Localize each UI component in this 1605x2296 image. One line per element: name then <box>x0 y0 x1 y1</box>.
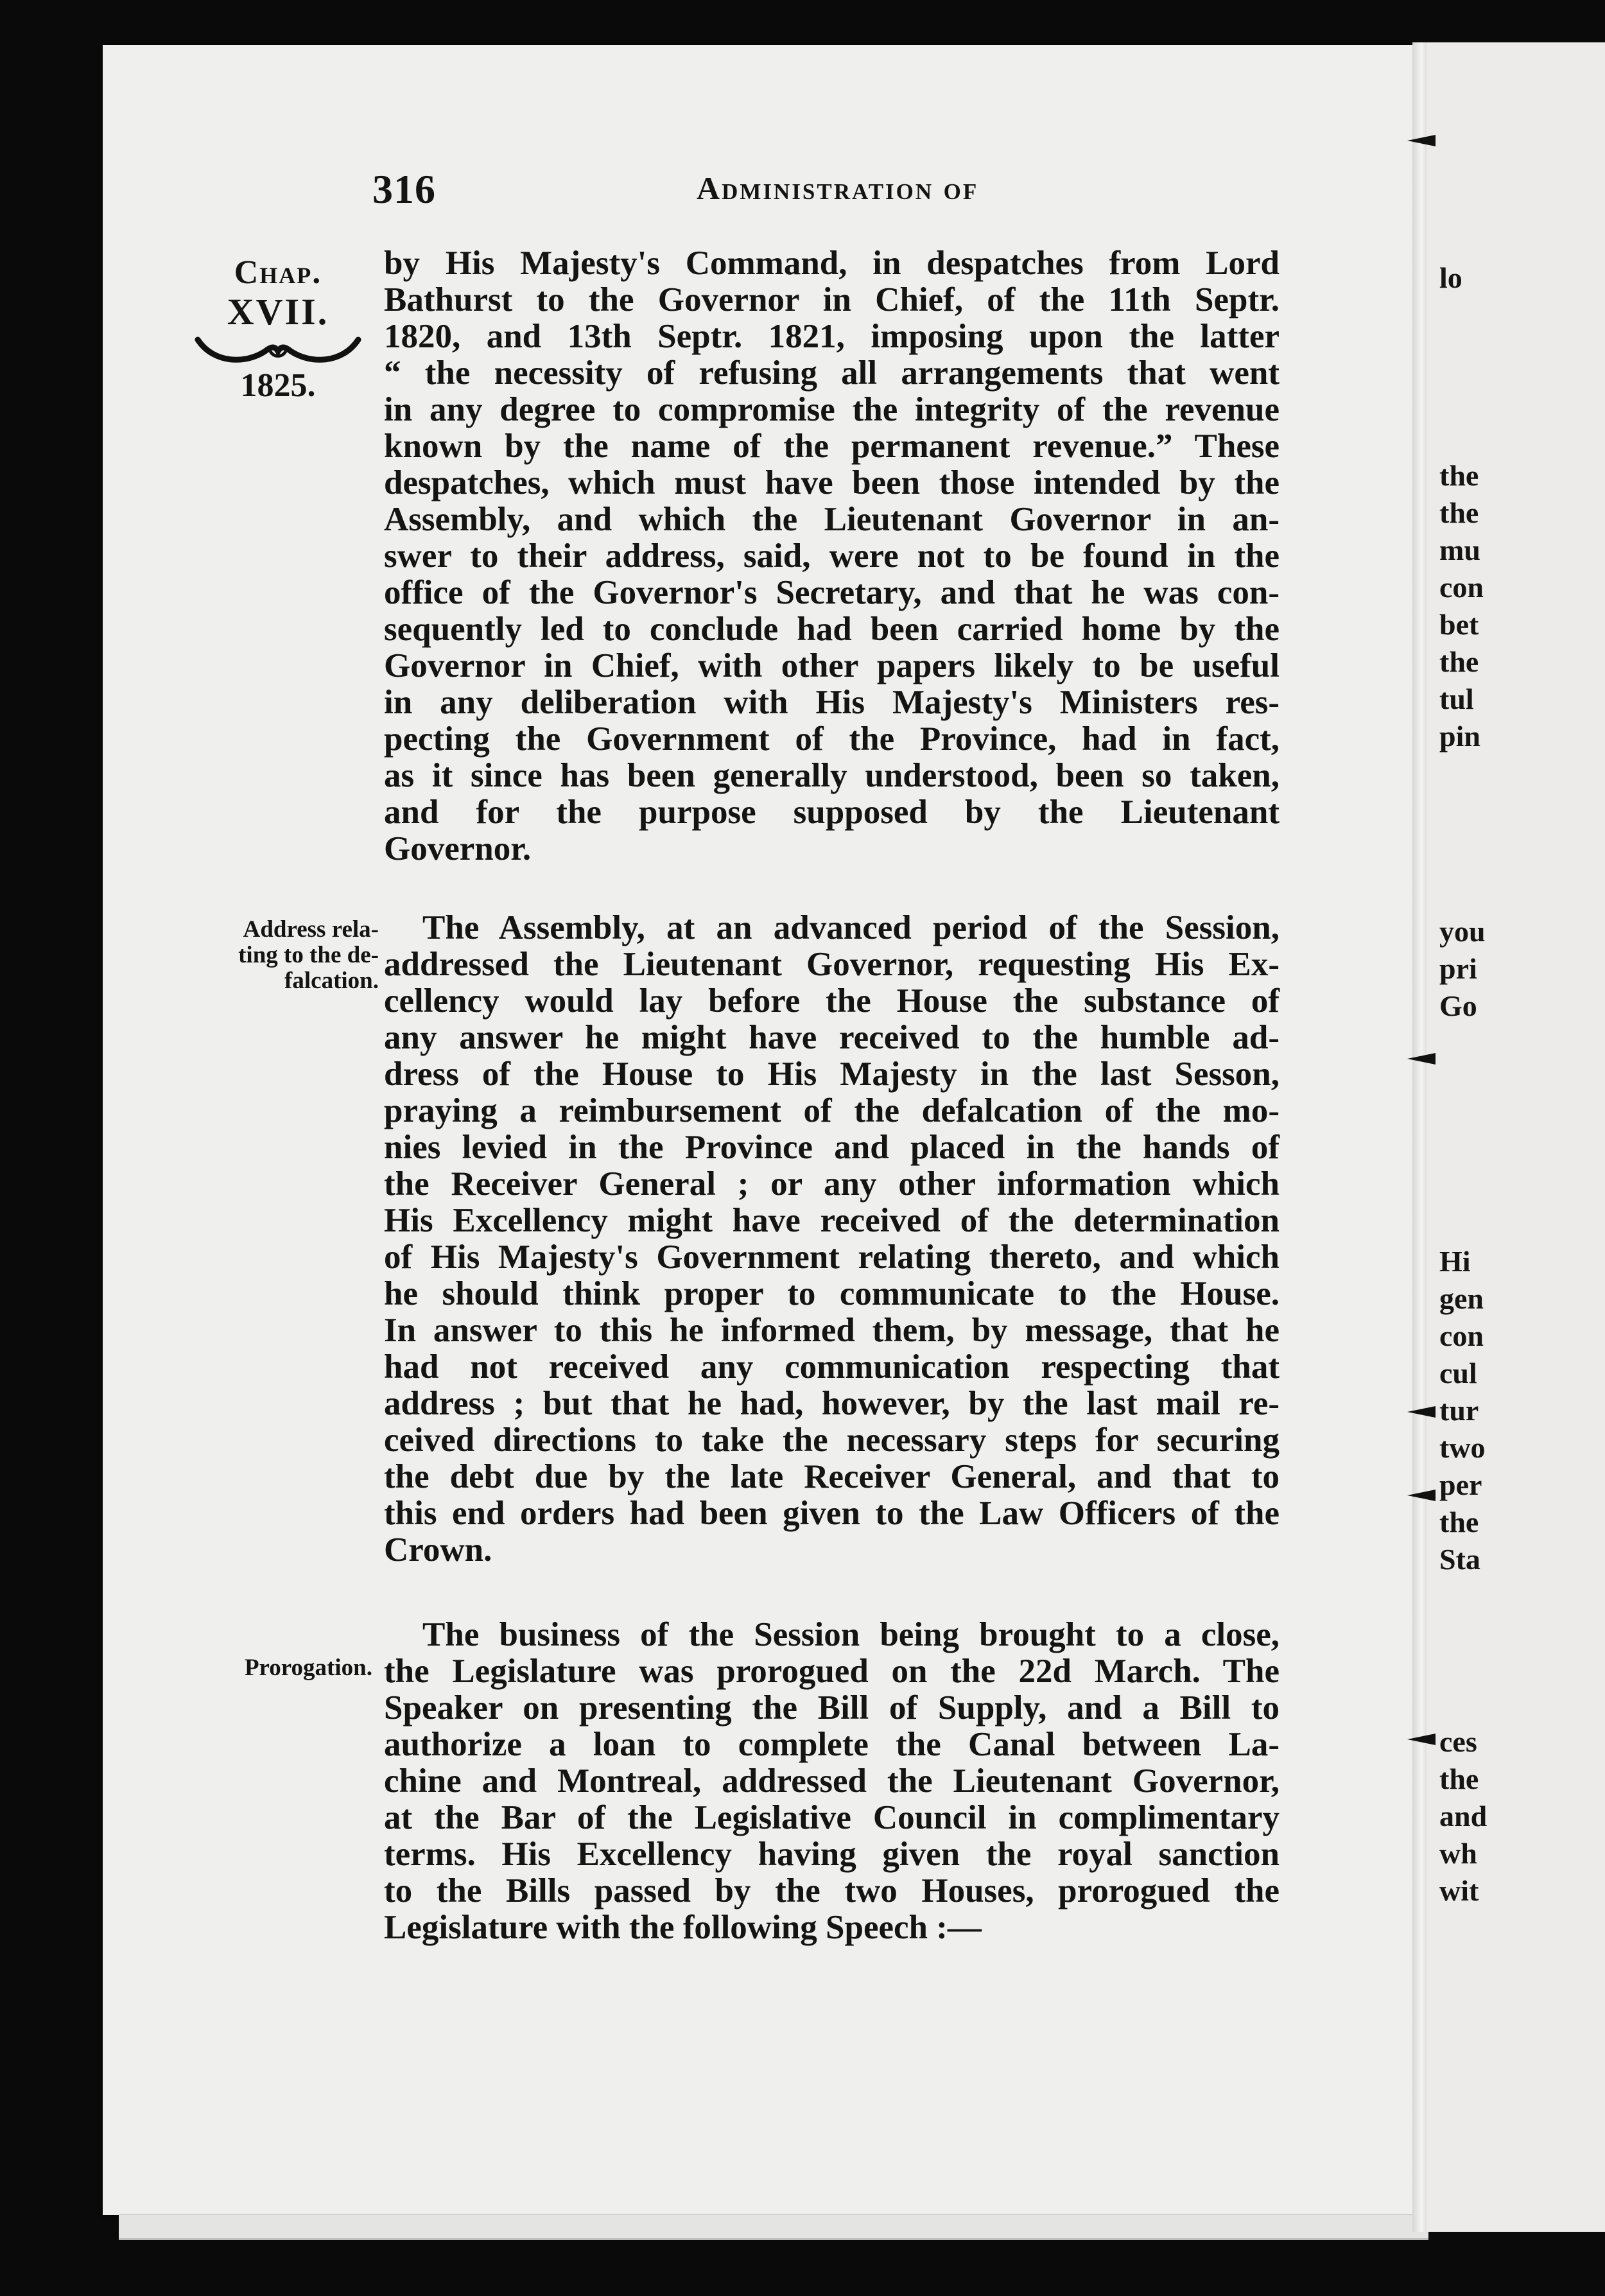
marginal-note-line: falcation. <box>284 968 379 994</box>
text-line: office of the Governor's Secretary, and that he was con- <box>384 574 1280 611</box>
text-line: ceived directions to take the necessary steps for securing <box>384 1422 1280 1459</box>
text-line: known by the name of the permanent revenue.” These <box>384 428 1280 465</box>
marginal-note-address <box>193 917 379 994</box>
text-line: cellency would lay before the House the substance of <box>384 982 1280 1020</box>
text-line: he should think proper to communicate to the House. <box>384 1275 1280 1312</box>
facing-fragment: con <box>1439 1319 1484 1352</box>
text-line: to the Bills passed by the two Houses, prorogued the <box>384 1872 1280 1909</box>
text-line: chine and Montreal, addressed the Lieutenant Governor, <box>384 1762 1280 1800</box>
facing-fragment: bet <box>1439 608 1479 641</box>
facing-fragment: Go <box>1439 989 1477 1022</box>
text-line: addressed the Lieutenant Governor, requesting His Ex- <box>384 946 1280 983</box>
text-line: His Excellency might have received of the determination <box>384 1202 1280 1239</box>
facing-fragment: wh <box>1439 1837 1477 1870</box>
facing-fragment: the <box>1439 496 1479 529</box>
paragraph-3 <box>384 1617 1280 1946</box>
facing-fragment: Hi <box>1439 1245 1471 1278</box>
facing-fragment: tul <box>1439 683 1474 715</box>
text-line: as it since has been generally understood, been so taken, <box>384 757 1280 794</box>
facing-fragment: con <box>1439 571 1484 604</box>
facing-page <box>1427 42 1605 2232</box>
text-line: Legislature with the following Speech :— <box>384 1909 982 1946</box>
chapter-year: 1825. <box>240 367 316 404</box>
text-line: dress of the House to His Majesty in the last Sesson, <box>384 1056 1280 1093</box>
marginal-note-line: ting to the de- <box>238 942 379 968</box>
text-line: in any degree to compromise the integrity of the revenue <box>384 391 1280 428</box>
facing-fragment: the <box>1439 459 1479 492</box>
text-line: Crown. <box>384 1531 492 1569</box>
text-line: the Legislature was prorogued on the 22d March. The <box>384 1653 1280 1690</box>
facing-fragment: cul <box>1439 1357 1477 1389</box>
facing-fragment: pin <box>1439 720 1480 752</box>
text-line: swer to their address, said, were not to be found in the <box>384 537 1280 575</box>
paragraph-2 <box>384 910 1280 1569</box>
paragraph-1 <box>384 245 1280 867</box>
text-line: of His Majesty's Government relating thereto, and which <box>384 1239 1280 1276</box>
facing-fragment: tur <box>1439 1394 1479 1427</box>
facing-fragment: pri <box>1439 952 1477 985</box>
facing-fragment: the <box>1439 645 1479 678</box>
text-line: Governor in Chief, with other papers likely to be useful <box>384 647 1280 684</box>
chapter-label: Chap. <box>234 254 322 291</box>
text-line: despatches, which must have been those intended by the <box>384 464 1280 501</box>
facing-fragment: Sta <box>1439 1543 1480 1576</box>
text-line: nies levied in the Province and placed in the hands of <box>384 1129 1280 1166</box>
text-line: the Receiver General ; or any other information which <box>384 1165 1280 1203</box>
facing-fragment: mu <box>1439 534 1480 566</box>
text-line: praying a reimbursement of the defalcation of the mo- <box>384 1092 1280 1129</box>
text-line: The Assembly, at an advanced period of the Session, <box>422 909 1280 946</box>
text-line: authorize a loan to complete the Canal between La- <box>384 1726 1280 1763</box>
text-line: Bathurst to the Governor in Chief, of the 11th Septr. <box>384 281 1280 318</box>
facing-fragment: you <box>1439 915 1486 948</box>
text-line: address ; but that he had, however, by the last mail re- <box>384 1385 1280 1422</box>
facing-fragment: gen <box>1439 1282 1484 1315</box>
text-line: by His Majesty's Command, in despatches from Lord <box>384 245 1280 282</box>
text-line: The business of the Session being brought to a close, <box>422 1616 1280 1653</box>
text-line: sequently led to conclude had been carried home by the <box>384 611 1280 648</box>
flourish-ornament-icon <box>195 332 361 370</box>
running-head <box>372 166 1091 211</box>
text-line: terms. His Excellency having given the royal sanction <box>384 1836 1280 1873</box>
text-line: any answer he might have received to the humble ad- <box>384 1019 1280 1056</box>
chapter-number: XVII. <box>227 291 329 333</box>
facing-fragment: lo <box>1439 261 1462 294</box>
text-line: pecting the Government of the Province, had in fact, <box>384 720 1280 758</box>
facing-fragment: the <box>1439 1506 1479 1538</box>
text-line: the debt due by the late Receiver General, and that to <box>384 1458 1280 1495</box>
text-line: In answer to this he informed them, by message, that he <box>384 1312 1280 1349</box>
text-line: Governor. <box>384 830 532 867</box>
facing-fragment: wit <box>1439 1874 1479 1907</box>
text-line: at the Bar of the Legislative Council in complimentary <box>384 1799 1280 1836</box>
facing-fragment: two <box>1439 1431 1486 1464</box>
facing-fragment: the <box>1439 1762 1479 1795</box>
text-line: this end orders had been given to the Law Officers of the <box>384 1495 1280 1532</box>
text-line: and for the purpose supposed by the Lieutenant <box>384 794 1280 831</box>
page-edge <box>119 2214 1428 2240</box>
text-line: had not received any communication respecting that <box>384 1348 1280 1386</box>
marginal-note-line: Address rela- <box>243 916 379 943</box>
facing-fragment: ces <box>1439 1725 1477 1758</box>
facing-fragment: and <box>1439 1800 1488 1832</box>
text-line: Assembly, and which the Lieutenant Governor in an- <box>384 501 1280 538</box>
text-line: “ the necessity of refusing all arrangements that went <box>384 354 1280 392</box>
text-line: Speaker on presenting the Bill of Supply, and a Bill to <box>384 1689 1280 1726</box>
marginal-note-prorogation: Prorogation. <box>244 1655 372 1681</box>
page-number: 316 <box>372 166 436 212</box>
facing-fragment: per <box>1439 1468 1482 1501</box>
chapter-marker <box>204 254 352 404</box>
running-title: Administration of <box>697 170 979 206</box>
text-line: in any deliberation with His Majesty's Ministers res- <box>384 684 1280 721</box>
text-line: 1820, and 13th Septr. 1821, imposing upon the latter <box>384 318 1280 355</box>
